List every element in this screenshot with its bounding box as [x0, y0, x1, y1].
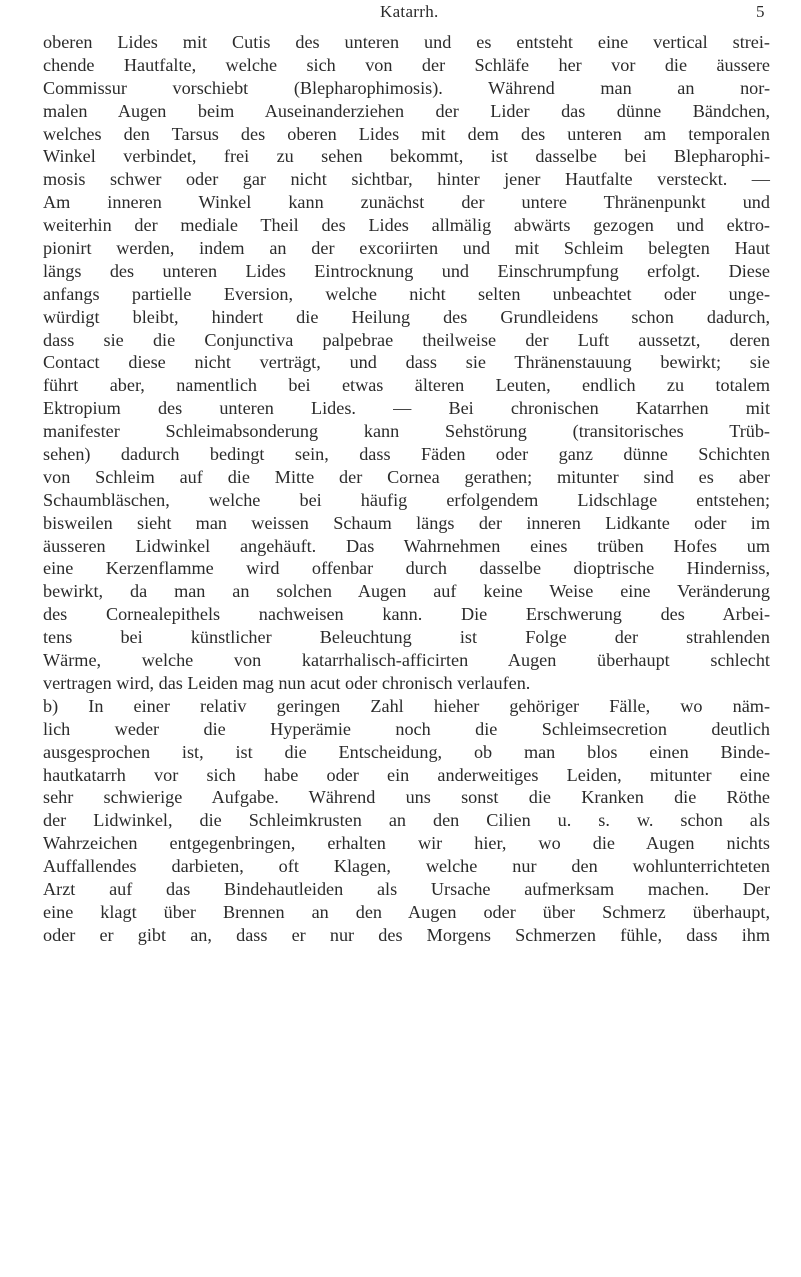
text-line: oder er gibt an, dass er nur des Morgens Schmerzen fühle, dass ihm [43, 924, 770, 945]
text-line: lich weder die Hyperämie noch die Schleimsecretion deutlich [43, 718, 770, 739]
text-line: von Schleim auf die Mitte der Cornea gerathen; mitunter sind es aber [43, 466, 770, 487]
text-line: sehr schwierige Aufgabe. Während uns sonst die Kranken die Röthe [43, 787, 770, 808]
text-line: Wahrzeichen entgegenbringen, erhalten wir hier, wo die Augen nichts [43, 833, 770, 854]
text-line: längs des unteren Lides Eintrocknung und Einschrumpfung erfolgt. Diese [43, 260, 770, 281]
text-line: mosis schwer oder gar nicht sichtbar, hinter jener Hautfalte versteckt. — [43, 169, 770, 190]
page-number: 5 [756, 2, 765, 21]
text-line: tens bei künstlicher Beleuchtung ist Folge der strahlenden [43, 627, 770, 648]
text-line: Contact diese nicht verträgt, und dass sie Thränenstauung bewirkt; sie [43, 352, 770, 373]
text-line: Commissur vorschiebt (Blepharophimosis). Während man an nor- [43, 77, 770, 98]
text-line: welches den Tarsus des oberen Lides mit dem des unteren am temporalen [43, 123, 770, 144]
text-line: Am inneren Winkel kann zunächst der untere Thränenpunkt und [43, 192, 770, 213]
text-line: bewirkt, da man an solchen Augen auf keine Weise eine Veränderung [43, 581, 770, 602]
running-header [0, 2, 801, 24]
text-line: bisweilen sieht man weissen Schaum längs der inneren Lidkante oder im [43, 512, 770, 533]
text-line: würdigt bleibt, hindert die Heilung des Grundleidens schon dadurch, [43, 306, 770, 327]
text-line: Arzt auf das Bindehautleiden als Ursache aufmerksam machen. Der [43, 878, 770, 899]
text-line: führt aber, namentlich bei etwas älteren Leuten, endlich zu totalem [43, 375, 770, 396]
running-header-title: Katarrh. [380, 2, 439, 21]
text-line: Winkel verbindet, frei zu sehen bekommt, ist dasselbe bei Blepharophi- [43, 146, 770, 167]
text-line: chende Hautfalte, welche sich von der Schläfe her vor die äussere [43, 54, 770, 75]
text-line: Ektropium des unteren Lides. — Bei chronischen Katarrhen mit [43, 398, 770, 419]
text-line: anfangs partielle Eversion, welche nicht selten unbeachtet oder unge- [43, 283, 770, 304]
text-line: der Lidwinkel, die Schleimkrusten an den Cilien u. s. w. schon als [43, 810, 770, 831]
text-line: des Cornealepithels nachweisen kann. Die Erschwerung des Arbei- [43, 604, 770, 625]
body-text [43, 31, 770, 947]
text-line: dass sie die Conjunctiva palpebrae theilweise der Luft aussetzt, deren [43, 329, 770, 350]
text-line: eine Kerzenflamme wird offenbar durch dasselbe dioptrische Hinderniss, [43, 558, 770, 579]
text-line: vertragen wird, das Leiden mag nun acut oder chronisch verlaufen. [43, 672, 531, 693]
text-line: Schaumbläschen, welche bei häufig erfolgendem Lidschlage entstehen; [43, 489, 770, 510]
text-line: Wärme, welche von katarrhalisch-afficirten Augen überhaupt schlecht [43, 650, 770, 671]
text-line: oberen Lides mit Cutis des unteren und es entsteht eine vertical strei- [43, 32, 770, 52]
text-line: manifester Schleimabsonderung kann Sehstörung (transitorisches Trüb- [43, 421, 770, 442]
text-line: Auffallendes darbieten, oft Klagen, welche nur den wohlunterrichteten [43, 856, 770, 877]
text-line: malen Augen beim Auseinanderziehen der Lider das dünne Bändchen, [43, 100, 770, 121]
text-line: sehen) dadurch bedingt sein, dass Fäden oder ganz dünne Schichten [43, 444, 770, 465]
text-line: ausgesprochen ist, ist die Entscheidung, ob man blos einen Binde- [43, 741, 770, 762]
text-line: weiterhin der mediale Theil des Lides allmälig abwärts gezogen und ektro- [43, 215, 770, 236]
text-line: hautkatarrh vor sich habe oder ein anderweitiges Leiden, mitunter eine [43, 764, 770, 785]
text-line: pionirt werden, indem an der excoriirten und mit Schleim belegten Haut [43, 238, 770, 259]
text-line: b) In einer relativ geringen Zahl hieher gehöriger Fälle, wo näm- [43, 695, 770, 716]
text-line: äusseren Lidwinkel angehäuft. Das Wahrnehmen eines trüben Hofes um [43, 535, 770, 556]
text-line: eine klagt über Brennen an den Augen oder über Schmerz überhaupt, [43, 901, 770, 922]
